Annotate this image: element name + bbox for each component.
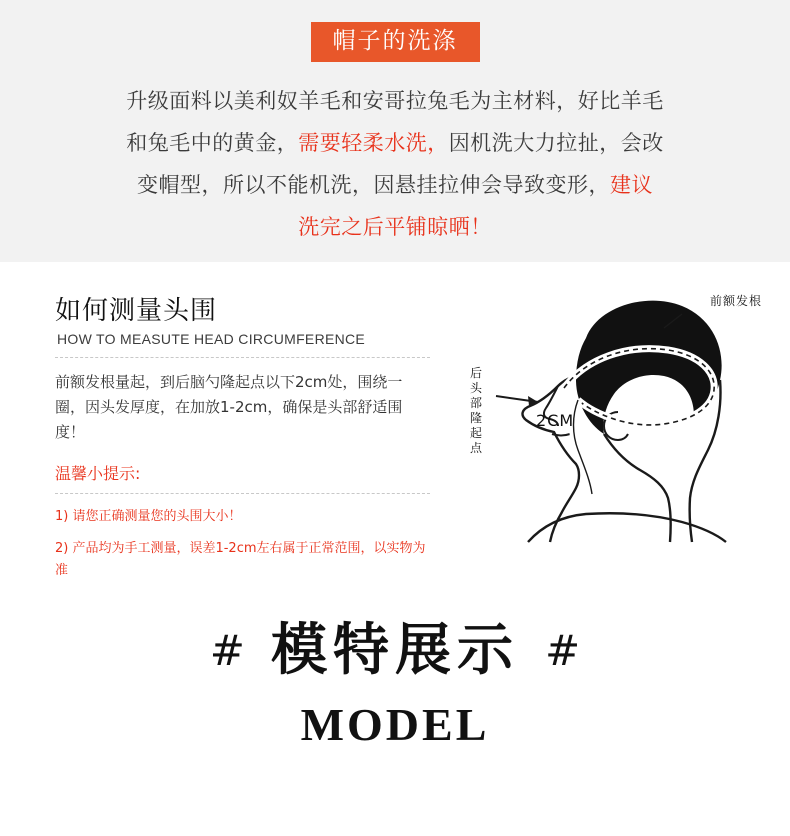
wash-title-container [40,22,750,62]
wash-line-2-part-3: 因机洗大力拉扯，会改 [448,131,664,155]
wash-line-1-part-1: 升级面料以美利奴羊毛和安哥拉兔毛为主材料，好比羊毛 [126,89,664,113]
wash-line-4 [40,206,750,248]
measure-text-column [55,290,430,582]
neck-line [604,434,671,542]
mouth-line [552,434,570,436]
measure-title-en: HOW TO MEASUTE HEAD CIRCUMFERENCE [57,331,366,347]
model-title-row [0,620,790,682]
wash-line-2-highlight: 需要轻柔水洗， [298,131,449,155]
label-distance-2cm: 2CM [536,411,575,430]
tips-title: 温馨小提示: [55,464,141,483]
wash-line-3 [40,164,750,206]
wash-line-2-part-1: 和兔毛中的黄金， [126,131,299,155]
divider-tips [55,493,430,494]
head-measurement-diagram [468,284,768,544]
hash-right-icon: # [545,625,581,675]
model-title-cn: 模特展示 [271,618,519,683]
wash-body-text [40,80,750,248]
label-back-bump: 后头部隆起点 [470,366,483,455]
label-front-hairline: 前额发根 [709,294,762,308]
wash-line-1 [40,80,750,122]
wash-line-3-part-1: 变帽型，所以不能机洗，因悬挂拉伸会导致变形， [137,173,610,197]
measure-head-section [0,262,790,592]
tip-item-1: 1) 请您正确测量您的头围大小！ [55,509,242,524]
model-title-en: MODEL [300,698,490,750]
head-diagram-svg [468,284,768,544]
wash-section-badge: 帽子的洗涤 [311,22,480,62]
measure-title-cn: 如何测量头围 [55,296,218,326]
wash-instructions-section [0,0,790,262]
tip-item-2: 2) 产品均为手工测量，误差1-2cm左右属于正常范围，以实物为准 [55,541,426,578]
measure-description: 前额发根量起，到后脑勺隆起点以下2cm处，围绕一圈，因头发厚度，在加放1-2cm，确保是头部舒适围度！ [55,373,403,441]
hash-left-icon: # [209,625,245,675]
wash-line-3-highlight: 建议 [610,173,653,197]
divider-top [55,357,430,358]
wash-line-4-highlight: 洗完之后平铺晾晒！ [298,215,492,239]
model-showcase-section [0,592,790,751]
wash-line-2 [40,122,750,164]
